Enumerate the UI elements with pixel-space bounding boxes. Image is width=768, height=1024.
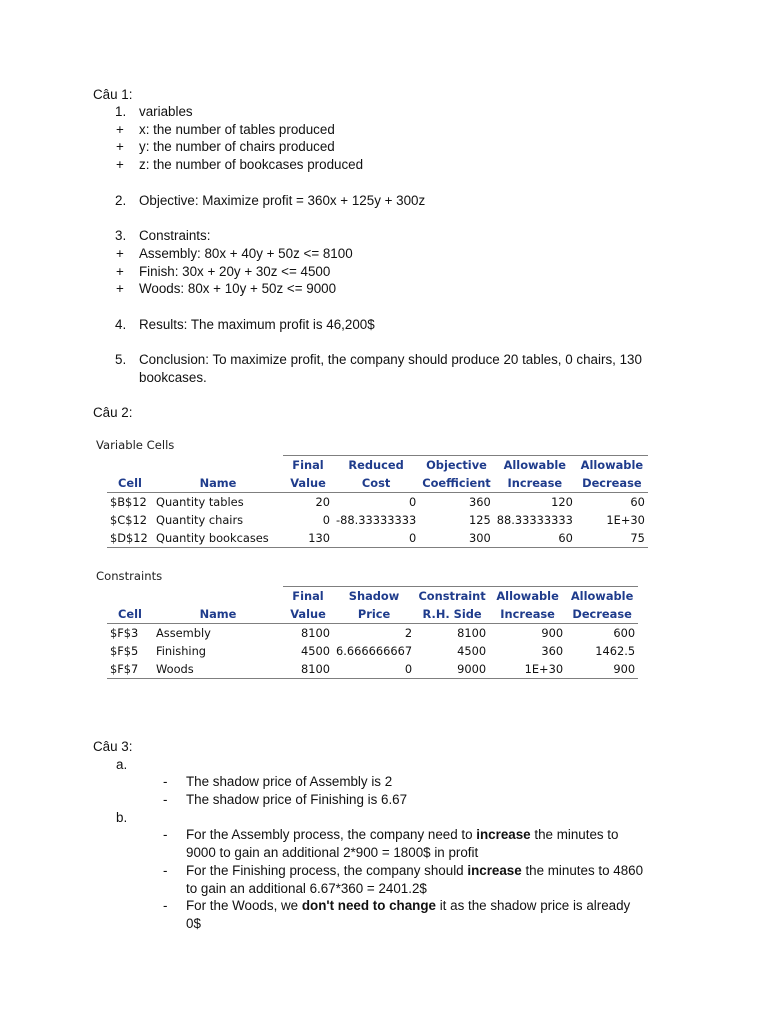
allowable-increase: 1E+30 bbox=[489, 660, 566, 679]
header-cell: Increase bbox=[494, 474, 576, 493]
objective-coefficient: 300 bbox=[419, 529, 494, 548]
cell-name: Quantity bookcases bbox=[153, 529, 283, 548]
shadow-price: 6.666666667 bbox=[336, 644, 413, 658]
reduced-cost: 0 bbox=[333, 529, 419, 548]
header-cell: Value bbox=[283, 605, 333, 624]
variable-x: x: the number of tables produced bbox=[139, 122, 335, 137]
table-row bbox=[107, 642, 638, 660]
cell-ref: $F$5 bbox=[110, 644, 139, 658]
cell-ref: $F$3 bbox=[110, 626, 139, 640]
cell-ref: $D$12 bbox=[107, 529, 153, 548]
finishing-advice-line2: to gain an additional 6.67*360 = 2401.2$ bbox=[186, 881, 427, 896]
cell-name: Quantity chairs bbox=[156, 513, 244, 527]
final-value: 8100 bbox=[283, 660, 333, 679]
variable-y: y: the number of chairs produced bbox=[139, 139, 335, 154]
header-cell: Allowable bbox=[566, 587, 638, 606]
cell-ref: $F$7 bbox=[107, 660, 153, 679]
header-cell bbox=[153, 456, 283, 475]
bullet-marker: + bbox=[116, 281, 124, 296]
constraint-finish: Finish: 30x + 20y + 30z <= 4500 bbox=[139, 264, 331, 279]
bullet-marker: + bbox=[116, 139, 124, 154]
constraints-caption: Constraints bbox=[96, 569, 163, 583]
allowable-decrease: 75 bbox=[576, 529, 648, 548]
shadow-price: 2 bbox=[404, 626, 413, 640]
constraint-assembly: Assembly: 80x + 40y + 50z <= 8100 bbox=[139, 246, 353, 261]
cell-ref: $C$12 bbox=[110, 513, 147, 527]
woods-advice-line2: 0$ bbox=[186, 916, 201, 931]
allowable-increase: 120 bbox=[551, 495, 573, 509]
shadow-price-assembly: The shadow price of Assembly is 2 bbox=[186, 774, 393, 789]
header-cell: Name bbox=[153, 605, 283, 624]
table-row bbox=[107, 511, 648, 529]
header-cell: Decrease bbox=[566, 605, 638, 624]
q1-heading: Câu 1: bbox=[93, 87, 133, 102]
allowable-decrease: 600 bbox=[613, 626, 636, 640]
header-cell bbox=[107, 587, 153, 606]
header-cell: Value bbox=[283, 474, 333, 493]
q3-a-label: a. bbox=[116, 757, 128, 772]
dash-marker: - bbox=[163, 792, 168, 807]
header-cell: Final bbox=[283, 587, 333, 606]
woods-advice-line1: For the Woods, we don't need to change it as the shadow price is already bbox=[186, 898, 631, 913]
q1-item1-text: variables bbox=[139, 104, 193, 119]
header-cell: Allowable bbox=[494, 456, 576, 475]
header-cell bbox=[153, 587, 283, 606]
variable-z: z: the number of bookcases produced bbox=[139, 157, 364, 172]
header-cell: Allowable bbox=[489, 587, 566, 606]
cell-name: Woods bbox=[153, 660, 283, 679]
q2-heading: Câu 2: bbox=[93, 405, 133, 420]
q1-item4-number: 4. bbox=[115, 317, 127, 332]
allowable-decrease: 900 bbox=[566, 660, 638, 679]
header-cell: Cell bbox=[107, 474, 153, 493]
bullet-marker: + bbox=[116, 157, 124, 172]
final-value: 0 bbox=[322, 513, 330, 527]
objective-text: Objective: Maximize profit = 360x + 125y + 300z bbox=[139, 193, 426, 208]
header-cell: Objective bbox=[419, 456, 494, 475]
q3-heading: Câu 3: bbox=[93, 739, 133, 754]
allowable-increase: 88.33333333 bbox=[496, 513, 573, 527]
header-cell: R.H. Side bbox=[415, 605, 489, 624]
allowable-decrease: 60 bbox=[630, 495, 645, 509]
header-cell: Decrease bbox=[576, 474, 648, 493]
header-cell: Increase bbox=[489, 605, 566, 624]
bullet-marker: + bbox=[116, 246, 124, 261]
header-cell bbox=[107, 456, 153, 475]
header-cell: Name bbox=[153, 474, 283, 493]
finishing-advice-line1: For the Finishing process, the company should increase the minutes to 4860 bbox=[186, 863, 644, 878]
table-row bbox=[107, 493, 648, 512]
final-value: 20 bbox=[315, 495, 330, 509]
cell-name: Quantity tables bbox=[156, 495, 244, 509]
cell-ref: $B$12 bbox=[110, 495, 147, 509]
table-row bbox=[107, 624, 638, 643]
header-cell: Final bbox=[283, 456, 333, 475]
header-cell: Allowable bbox=[576, 456, 648, 475]
header-cell: Cost bbox=[333, 474, 419, 493]
conclusion-line2: bookcases. bbox=[139, 370, 207, 385]
header-cell: Constraint bbox=[415, 587, 489, 606]
header-cell: Cell bbox=[107, 605, 153, 624]
final-value: 130 bbox=[283, 529, 333, 548]
constraint-rhs: 4500 bbox=[457, 644, 487, 658]
final-value: 8100 bbox=[301, 626, 330, 640]
allowable-decrease: 1462.5 bbox=[595, 644, 636, 658]
shadow-price-finishing: The shadow price of Finishing is 6.67 bbox=[186, 792, 408, 807]
dash-marker: - bbox=[163, 863, 168, 878]
constraint-woods: Woods: 80x + 10y + 50z <= 9000 bbox=[139, 281, 337, 296]
shadow-price: 0 bbox=[333, 660, 415, 679]
dash-marker: - bbox=[163, 827, 168, 842]
header-cell: Coefficient bbox=[419, 474, 494, 493]
reduced-cost: 0 bbox=[408, 495, 417, 509]
q1-item5-number: 5. bbox=[115, 352, 127, 367]
header-cell: Shadow bbox=[333, 587, 415, 606]
variable-cells-caption: Variable Cells bbox=[96, 438, 175, 452]
objective-coefficient: 360 bbox=[469, 495, 491, 509]
results-text: Results: The maximum profit is 46,200$ bbox=[139, 317, 375, 332]
dash-marker: - bbox=[163, 898, 168, 913]
table-row bbox=[107, 660, 638, 679]
constraint-rhs: 9000 bbox=[415, 660, 489, 679]
table-row bbox=[107, 529, 648, 548]
bullet-marker: + bbox=[116, 122, 124, 137]
constraint-rhs: 8100 bbox=[457, 626, 487, 640]
variable-cells-table bbox=[107, 455, 648, 548]
q3-b-label: b. bbox=[116, 810, 128, 825]
constraints-table bbox=[107, 586, 638, 679]
cell-name: Finishing bbox=[156, 644, 207, 658]
conclusion-line1: Conclusion: To maximize profit, the company should produce 20 tables, 0 chairs, 130 bbox=[139, 352, 642, 367]
header-cell: Price bbox=[333, 605, 415, 624]
bullet-marker: + bbox=[116, 264, 124, 279]
q1-item2-number: 2. bbox=[115, 193, 127, 208]
header-cell: Reduced bbox=[333, 456, 419, 475]
cell-name: Assembly bbox=[156, 626, 211, 640]
allowable-decrease: 1E+30 bbox=[606, 513, 645, 527]
allowable-increase: 60 bbox=[494, 529, 576, 548]
objective-coefficient: 125 bbox=[469, 513, 491, 527]
allowable-increase: 360 bbox=[541, 644, 564, 658]
final-value: 4500 bbox=[301, 644, 330, 658]
q1-item1-number: 1. bbox=[115, 104, 127, 119]
constraints-title: Constraints: bbox=[139, 228, 211, 243]
q1-item3-number: 3. bbox=[115, 228, 127, 243]
dash-marker: - bbox=[163, 774, 168, 789]
allowable-increase: 900 bbox=[541, 626, 564, 640]
assembly-advice-line2: 9000 to gain an additional 2*900 = 1800$ in profit bbox=[186, 845, 479, 860]
assembly-advice-line1: For the Assembly process, the company need to increase the minutes to bbox=[186, 827, 619, 842]
reduced-cost: -88.33333333 bbox=[336, 513, 417, 527]
